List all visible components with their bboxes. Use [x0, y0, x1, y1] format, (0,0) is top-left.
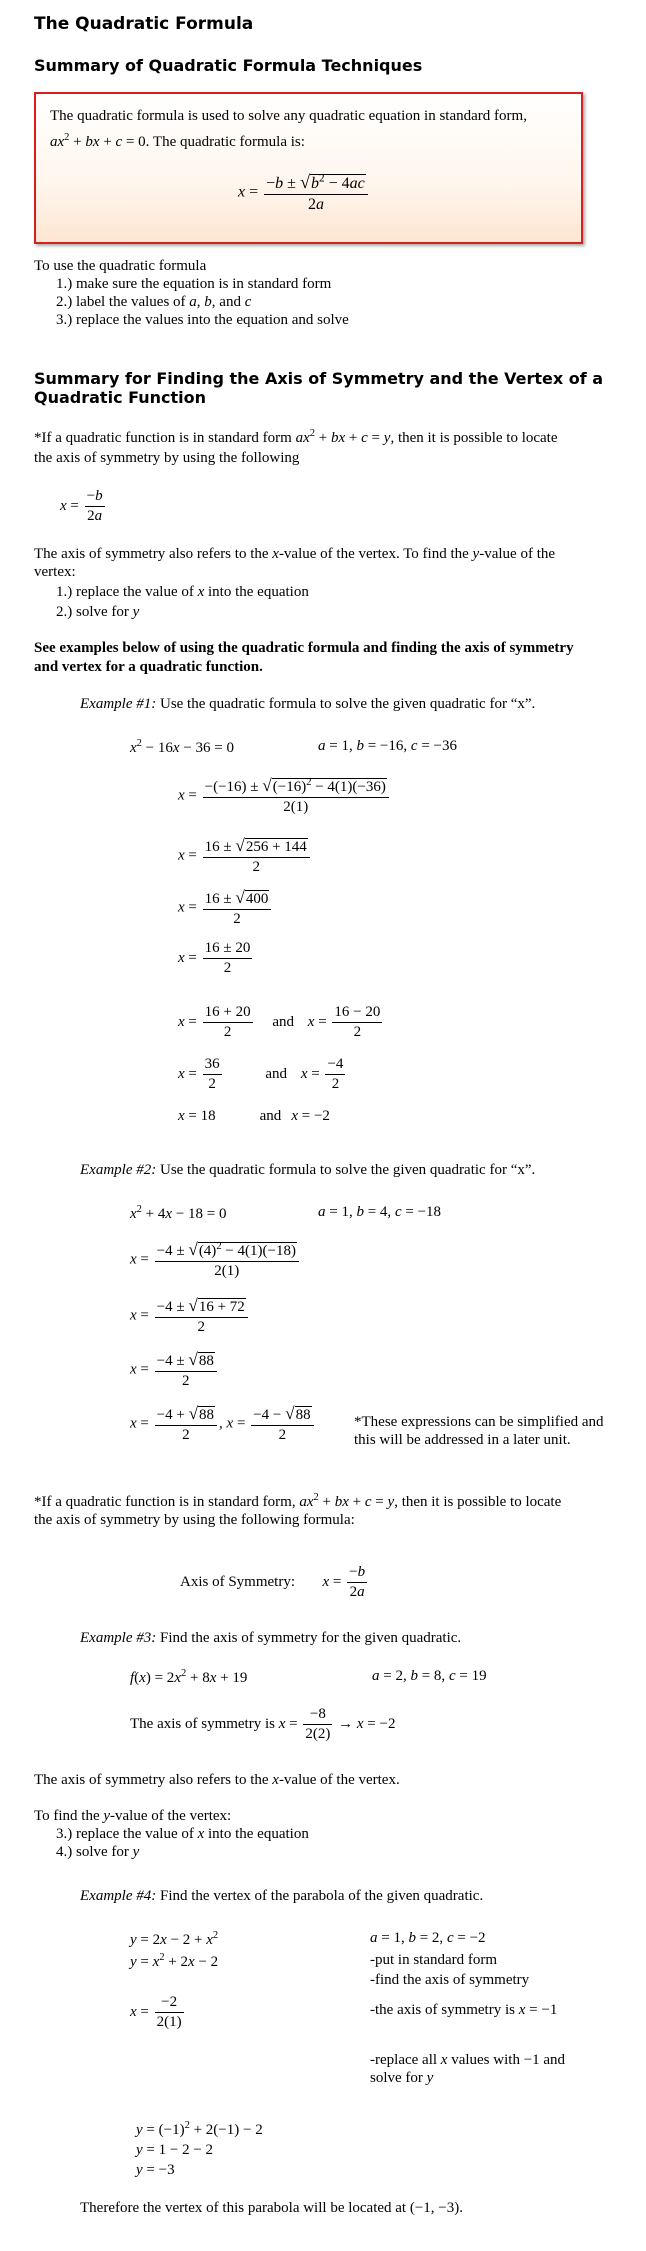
ex1-step1: x = $\frac{-(-16) \pm √(-16)^2 - 4(1)(-36)}{2(1)}$ — [178, 776, 391, 816]
vertex-find: To find the y-value of the vertex: — [34, 1808, 232, 1824]
vertex-text-line1: The axis of symmetry also refers to the x-value of the vertex. To find the y-value of the — [34, 546, 556, 562]
ex4-note-std: -put in standard form — [370, 1952, 498, 1968]
ex1-result: x = 18 and x = −2 — [178, 1108, 330, 1124]
ex4-sub2: y = 1 − 2 − 2 — [136, 2142, 214, 2158]
step-1: 1.) make sure the equation is in standard form — [56, 276, 332, 292]
section-heading-axis: Summary for Finding the Axis of Symmetry and the Vertex of a — [34, 369, 604, 388]
aos-intro-line1: *If a quadratic function is in standard form, $ax^2$ + bx + c = y, then it is possible to locate — [34, 1492, 562, 1510]
vertex-note: The axis of symmetry also refers to the x-value of the vertex. — [34, 1772, 400, 1788]
ex4-note-find: -find the axis of symmetry — [370, 1972, 530, 1988]
ex2-step1: x = $\frac{-4 \pm √(4)^2 - 4(1)(-18)}{2(1)}$ — [130, 1240, 301, 1280]
ex4-axis: x = $\frac{-2}{2(1)}$ — [130, 1994, 182, 2030]
example3-heading: Example #3: Find the axis of symmetry for the given quadratic. — [80, 1630, 462, 1646]
ex3-function: $f(x) = 2x^2 + 8x + 19$ — [130, 1668, 248, 1686]
step-3: 3.) replace the values into the equation and solve — [56, 312, 349, 328]
axis-formula: x = $\frac{-b}{2a}$ — [60, 488, 103, 524]
ex1-step6: x = $\frac{36}{2}$ and x = $\frac{-4}{2}$ — [178, 1056, 344, 1092]
section-heading-formula: Summary of Quadratic Formula Techniques — [34, 56, 423, 75]
box-text-line2: $ax^2$ + bx + c = 0. The quadratic formula is: — [50, 132, 305, 150]
aos-formula: Axis of Symmetry: x = $\frac{-b}{2a}$ — [180, 1564, 366, 1600]
aos-intro-line2: the axis of symmetry by using the following formula: — [34, 1512, 355, 1528]
example4-heading: Example #4: Find the vertex of the parabola of the given quadratic. — [80, 1888, 484, 1904]
vertex-step-3: 3.) replace the value of x into the equation — [56, 1826, 309, 1842]
ex2-step3: x = $\frac{-4 \pm √88}{2}$ — [130, 1350, 219, 1390]
ex1-step5: x = $\frac{16 + 20}{2}$ and x = $\frac{16 - 20}{2}$ — [178, 1004, 381, 1040]
vertex-step-4: 4.) solve for y — [56, 1844, 140, 1860]
use-intro: To use the quadratic formula — [34, 258, 207, 274]
ex4-note-solve: solve for y — [370, 2070, 434, 2086]
ex1-equation: $x^2 - 16x - 36 = 0$ — [130, 738, 234, 756]
ex1-step4: x = $\frac{16 \pm 20}{2}$ — [178, 940, 251, 976]
ex2-step2: x = $\frac{-4 \pm √16 + 72}{2}$ — [130, 1296, 250, 1336]
ex4-coefficients: a = 1, b = 2, c = −2 — [370, 1930, 486, 1946]
ex2-equation: $x^2 + 4x - 18 = 0$ — [130, 1204, 227, 1222]
vertex-step-2: 2.) solve for y — [56, 604, 140, 620]
ex1-coefficients: a = 1, b = −16, c = −36 — [318, 738, 457, 754]
ex4-sub3: y = −3 — [136, 2162, 175, 2178]
ex2-coefficients: a = 1, b = 4, c = −18 — [318, 1204, 442, 1220]
ex4-equation2: $y = x^2 + 2x - 2$ — [130, 1952, 219, 1970]
ex4-sub1: $y = (-1)^2 + 2(-1) - 2$ — [136, 2120, 263, 2138]
ex2-result: x = $\frac{-4 + √88}{2}$ , x = $\frac{-4 - √88}{2}$ — [130, 1404, 316, 1444]
ex4-note-replace: -replace all x values with −1 and — [370, 2052, 566, 2068]
example1-heading: Example #1: Use the quadratic formula to solve the given quadratic for “x”. — [80, 696, 536, 712]
axis-intro-line2: the axis of symmetry by using the following — [34, 450, 300, 466]
axis-intro-line1: *If a quadratic function is in standard form $ax^2$ + bx + c = y, then it is possible to locate — [34, 428, 558, 446]
ex4-equation1: $y = 2x - 2 + x^2$ — [130, 1930, 219, 1948]
see-examples-line2: and vertex for a quadratic function. — [34, 659, 263, 675]
vertex-text-line2: vertex: — [34, 564, 76, 580]
ex2-note-line2: this will be addressed in a later unit. — [354, 1432, 571, 1448]
example2-heading: Example #2: Use the quadratic formula to solve the given quadratic for “x”. — [80, 1162, 536, 1178]
quadratic-formula: x = $\frac{-b \pm √b^2 - 4ac}{2a}$ — [238, 172, 370, 214]
ex2-note-line1: *These expressions can be simplified and — [354, 1414, 604, 1430]
ex4-conclusion: Therefore the vertex of this parabola will be located at (−1, −3). — [80, 2200, 464, 2216]
box-text-line1: The quadratic formula is used to solve any quadratic equation in standard form, — [50, 108, 527, 124]
ex1-step2: x = $\frac{16 \pm √256 + 144}{2}$ — [178, 836, 312, 876]
ex4-note-aos: -the axis of symmetry is x = −1 — [370, 2002, 558, 2018]
standard-form-equation: $ax^2$ + bx + c = 0 — [50, 132, 146, 150]
ex3-result: The axis of symmetry is x = $\frac{-8}{2(2)}$ → x = −2 — [130, 1706, 396, 1742]
vertex-step-1: 1.) replace the value of x into the equation — [56, 584, 309, 600]
ex1-step3: x = $\frac{16 \pm √400}{2}$ — [178, 888, 273, 928]
see-examples-line1: See examples below of using the quadratic formula and finding the axis of symmetry — [34, 640, 574, 656]
section-heading-axis-line2: Quadratic Function — [34, 388, 207, 407]
step-2: 2.) label the values of a, b, and c — [56, 294, 252, 310]
page-title: The Quadratic Formula — [34, 14, 254, 34]
ex3-coefficients: a = 2, b = 8, c = 19 — [372, 1668, 487, 1684]
